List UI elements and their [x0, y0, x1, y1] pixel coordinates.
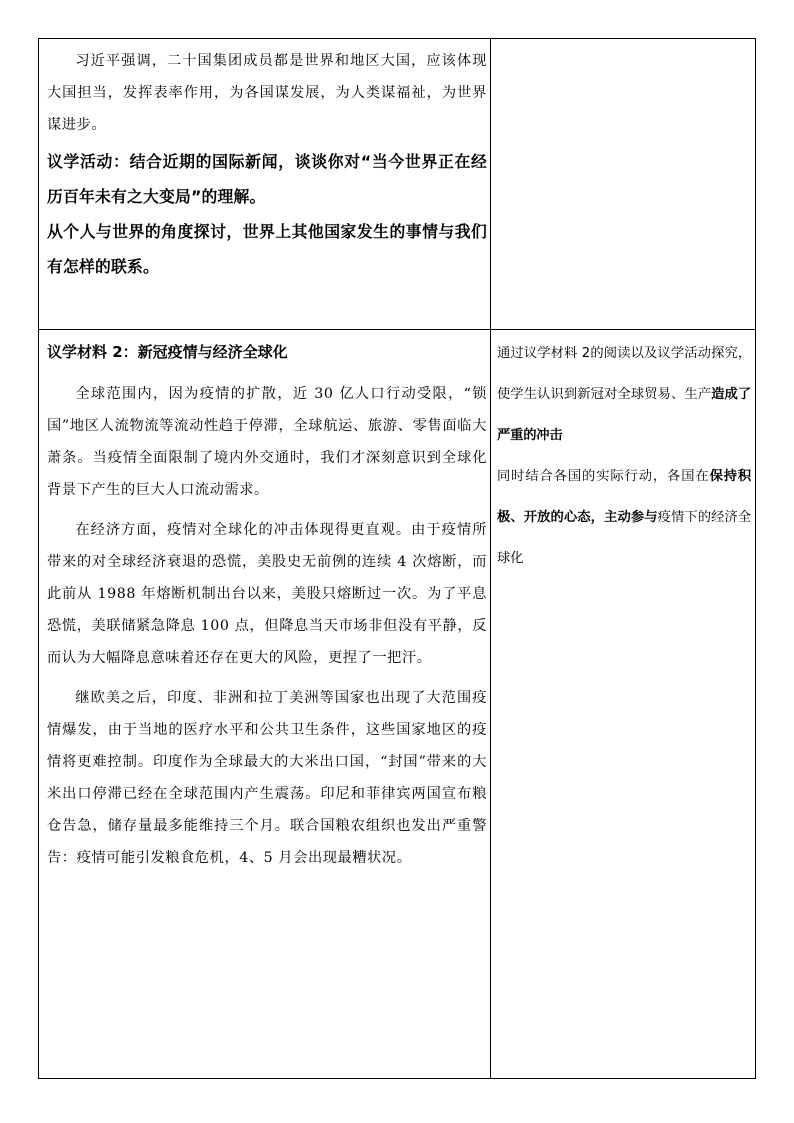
note2-bold-a: 保持积极、开放的心态，主动参与 [497, 469, 751, 525]
discussion-prompt: 从个人与世界的角度探讨，世界上其他国家发生的事情与我们有怎样的联系。 [47, 222, 487, 276]
row2-left-cell [47, 338, 487, 1078]
row-divider [39, 329, 755, 330]
material-paragraph-2: 在经济方面，疫情对全球化的冲击体现得更直观。由于疫情所带来的对全球经济衰退的恐慌，美股史无前例的连续 4 次熔断，而此前从 1988 年熔断机制出台以来，美股只熔断过一次。为了平息恐慌，美联储紧急降息 100 点，但降息当天市场非但没有平静，反而认为大幅降息意味着还存在更大的风险，更捏了一把汗。 [47, 522, 487, 666]
quote-paragraph: 习近平强调，二十国集团成员都是世界和地区大国，应该体现大国担当，发挥表率作用，为各国谋发展，为人类谋福祉，为世界谋进步。 [47, 53, 487, 133]
note2-plain-b: 疫情下的经济全球化 [497, 510, 751, 566]
material-2-title: 议学材料 2：新冠疫情与经济全球化 [47, 343, 288, 361]
note1-bold: 造成了严重的冲击 [497, 387, 751, 443]
note2-plain-a: 同时结合各国的实际行动，各国在 [497, 469, 710, 484]
material-paragraph-3: 继欧美之后，印度、非洲和拉丁美洲等国家也出现了大范围疫情爆发，由于当地的医疗水平和公共卫生条件，这些国家地区的疫情将更难控制。印度作为全球最大的大米出口国，“封国”带来的大米出口停滞已经在全球范围内产生震荡。印尼和菲律宾两国宣布粮仓告急，储存量最多能维持三个月。联合国粮农组织也发出严重警告：疫情可能引发粮食危机，4、5 月会出现最糟状况。 [47, 690, 487, 866]
row1-left-cell [47, 45, 487, 327]
material-paragraph-1: 全球范围内，因为疫情的扩散，近 30 亿人口行动受限，“锁国”地区人流物流等流动性趋于停滞，全球航运、旅游、零售面临大萧条。当疫情全面限制了境内外交通时，我们才深刻意识到全球化背景下产生的巨大人口流动需求。 [47, 386, 487, 498]
lesson-plan-table [38, 38, 756, 1079]
column-divider [490, 39, 491, 1078]
activity-prompt: 议学活动：结合近期的国际新闻，谈谈你对“当今世界正在经历百年未有之大变局”的理解。 [47, 152, 487, 206]
design-intent-note-2 [497, 456, 751, 579]
design-intent-note-1 [497, 333, 751, 456]
row1-right-cell [497, 45, 751, 327]
note1-plain: 通过议学材料 2的阅读以及议学活动探究，使学生认识到新冠对全球贸易、生产 [497, 346, 751, 402]
row2-right-cell [497, 333, 751, 1073]
